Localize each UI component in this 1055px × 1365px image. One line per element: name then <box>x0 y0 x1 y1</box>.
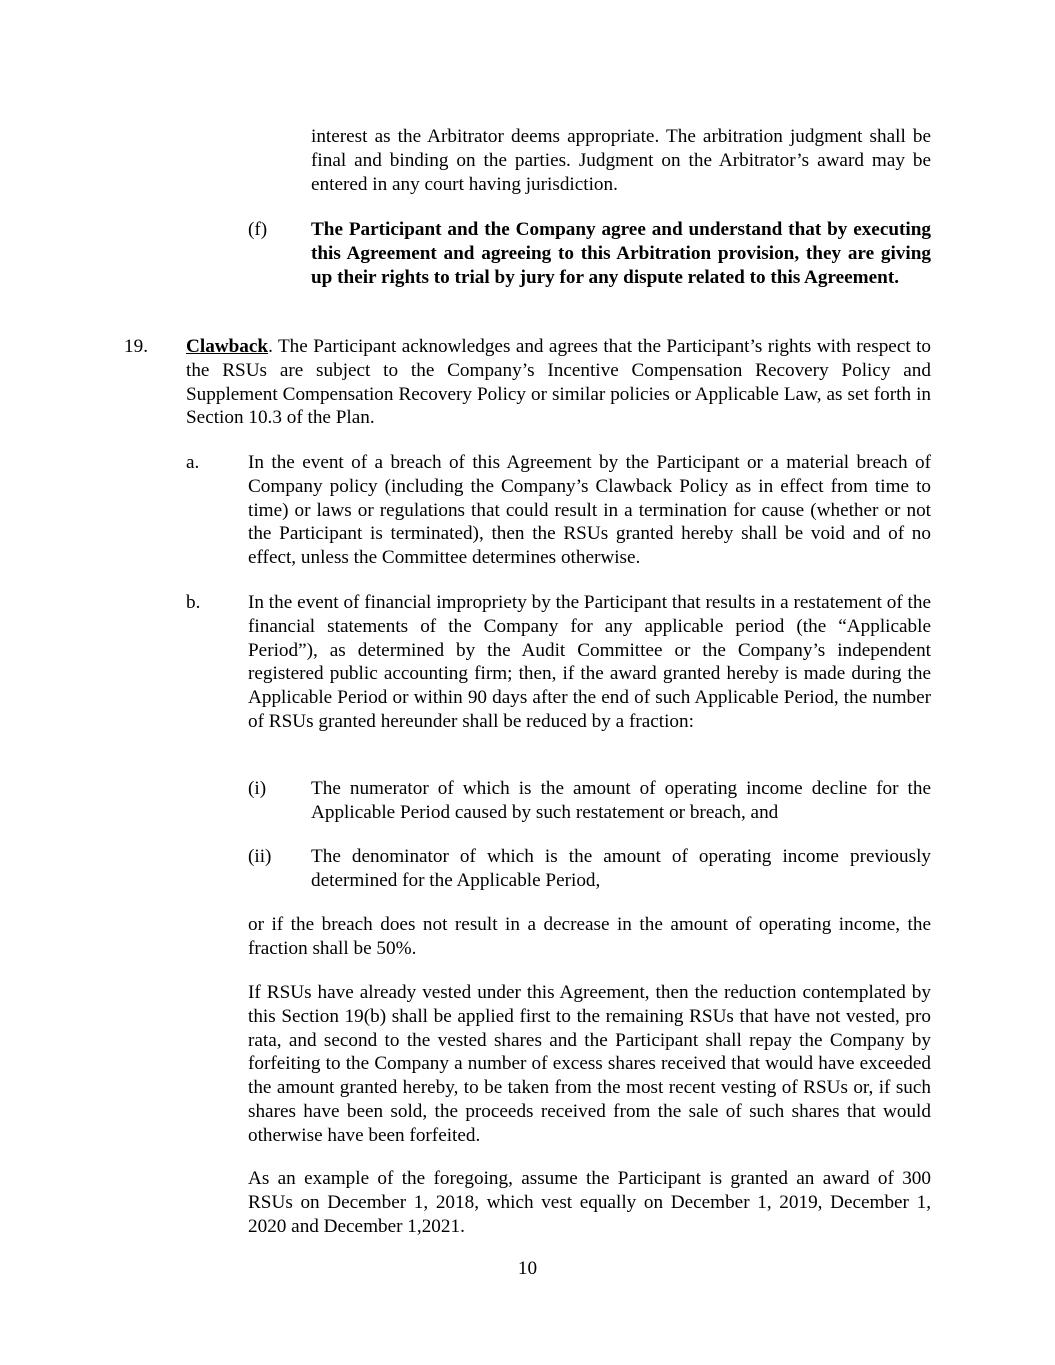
item-b-text: In the event of financial impropriety by the Participant that results in a restatement of the financial statements of the Company for any applicable period (the “Applicable Period”), as determined by the Audit Committee or the Company’s independent registered public accounting firm; then, if the award granted hereby is made during the Applicable Period or within 90 days after the end of such Applicable Period, the number of RSUs granted hereunder shall be reduced by a fraction: <box>248 592 931 732</box>
item-f-label: (f) <box>248 219 268 240</box>
continuation-paragraph: interest as the Arbitrator deems appropriate. The arbitration judgment shall be final and binding on the parties. Judgment on the Arbitrator’s award may be entered in any court having jurisdiction. <box>311 126 931 195</box>
item-f-text: The Participant and the Company agree and understand that by executing this Agreement and agreeing to this Arbitration provision, they are giving up their rights to trial by jury for any dispute related to this Agreement. <box>311 219 931 288</box>
item-ii-text: The denominator of which is the amount of operating income previously determined for the Applicable Period, <box>311 846 931 891</box>
item-i-text: The numerator of which is the amount of operating income decline for the Applicable Period caused by such restatement or breach, and <box>311 778 931 823</box>
fraction-fallback-paragraph: or if the breach does not result in a decrease in the amount of operating income, the fraction shall be 50%. <box>248 914 931 959</box>
section-19-text: The Participant acknowledges and agrees that the Participant’s rights with respect to the RSUs are subject to the Company’s Incentive Compensation Recovery Policy and Supplement Compensation Recovery Policy or similar policies or Applicable Law, as set forth in Section 10.3 of the Plan. <box>186 336 931 429</box>
section-19-heading: Clawback <box>186 336 269 357</box>
item-b-label: b. <box>186 592 201 613</box>
example-paragraph: As an example of the foregoing, assume the Participant is granted an award of 300 RSUs on December 1, 2018, which vest equally on December 1, 2019, December 1, 2020 and December 1,2021. <box>248 1168 931 1237</box>
item-ii-label: (ii) <box>248 846 272 867</box>
section-19-paragraph <box>186 335 931 430</box>
item-a-label: a. <box>186 452 200 473</box>
section-19-number: 19. <box>124 336 148 357</box>
item-i-label: (i) <box>248 778 267 799</box>
page-number: 10 <box>517 1258 538 1279</box>
section-19-heading-punct: . <box>268 336 273 357</box>
vested-reduction-paragraph: If RSUs have already vested under this Agreement, then the reduction contemplated by this Section 19(b) shall be applied first to the remaining RSUs that have not vested, pro rata, and second to the vested shares and the Participant shall repay the Company by forfeiting to the Company a number of excess shares received that would have exceeded the amount granted hereby, to be taken from the most recent vesting of RSUs or, if such shares have been sold, the proceeds received from the sale of such shares that would otherwise have been forfeited. <box>248 982 931 1146</box>
item-a-text: In the event of a breach of this Agreement by the Participant or a material breach of Company policy (including the Company’s Clawback Policy as in effect from time to time) or laws or regulations that could result in a termination for cause (whether or not the Participant is terminated), then the RSUs granted hereby shall be void and of no effect, unless the Committee determines otherwise. <box>248 452 931 569</box>
